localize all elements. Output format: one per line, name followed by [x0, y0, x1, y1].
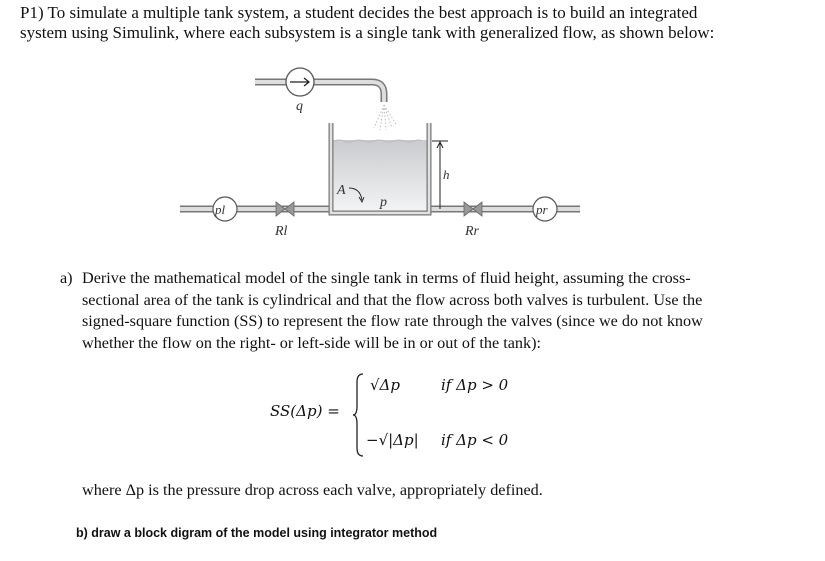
- problem-line-2: system using Simulink, where each subsystem is a single tank with generalized flow, as shown below:: [20, 23, 715, 42]
- inflow-pipe: [255, 82, 384, 102]
- part-a-line: sectional area of the tank is cylindrical and that the flow across both valves is turbulent. Use the: [82, 290, 703, 309]
- valve-right-icon: [464, 202, 482, 216]
- part-a-line: whether the flow on the right- or left-side will be in or out of the tank):: [82, 333, 541, 352]
- label-q: q: [296, 99, 303, 114]
- case1-condition: if Δp > 0: [441, 376, 509, 394]
- label-p: p: [380, 195, 387, 210]
- label-pr: pr: [536, 202, 548, 217]
- case1-expression: √Δp: [370, 376, 400, 394]
- case2-expression: −√|Δp|: [366, 431, 419, 449]
- part-a-line: Derive the mathematical model of the single tank in terms of fluid height, assuming the cross-: [82, 269, 691, 287]
- part-a-line: signed-square function (SS) to represent the flow rate through the valves (since we do not know: [82, 312, 703, 330]
- case2-condition: if Δp < 0: [441, 431, 509, 449]
- label-Rl: Rl: [275, 224, 288, 239]
- brace-icon: [352, 372, 364, 458]
- problem-line-1: P1) To simulate a multiple tank system, a student decides the best approach is to build an integrated: [20, 3, 698, 22]
- part-b-text: b) draw a block digram of the model using integrator method: [76, 526, 438, 540]
- part-a-text: [82, 268, 782, 354]
- label-h: h: [443, 167, 450, 182]
- label-A: A: [337, 183, 346, 198]
- label-Rr: Rr: [465, 224, 479, 239]
- equation-lhs: SS(Δp) =: [270, 402, 340, 420]
- valve-left-icon: [276, 202, 294, 216]
- part-a-marker: a): [60, 269, 73, 287]
- spray-icon: [374, 105, 396, 130]
- tank-diagram: [0, 0, 825, 260]
- where-text: where Δp is the pressure drop across each valve, appropriately defined.: [82, 481, 543, 499]
- flow-meter-icon: [286, 68, 314, 96]
- label-pl: pl: [215, 202, 226, 217]
